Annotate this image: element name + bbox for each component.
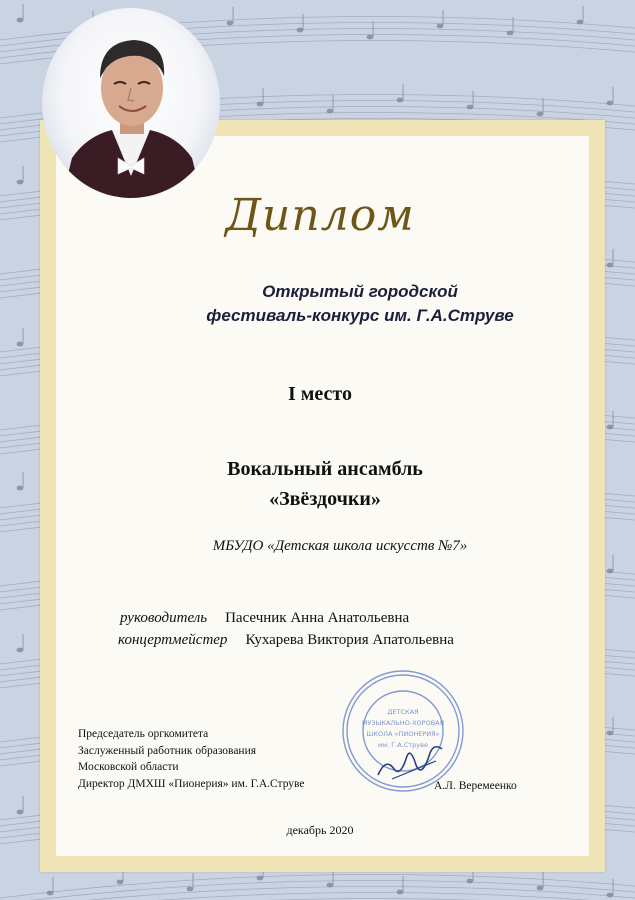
accompanist-role: концертмейстер [118, 632, 228, 648]
note-stem [23, 472, 24, 488]
chair-line-2: Заслуженный работник образования [78, 744, 257, 757]
music-note [607, 893, 614, 898]
music-note [397, 890, 404, 895]
music-note [607, 569, 614, 574]
music-note [607, 263, 614, 268]
note-stem [23, 166, 24, 182]
chair-line-1: Председатель оргкомитета [78, 728, 209, 740]
note-stem [613, 879, 614, 895]
music-note [397, 98, 404, 103]
music-note [257, 102, 264, 107]
music-note [257, 876, 264, 881]
stamp-line-4: им. Г.А.Струве [378, 741, 428, 749]
music-note [607, 101, 614, 106]
note-stem [333, 95, 334, 111]
festival-name [150, 280, 570, 328]
note-stem [583, 6, 584, 22]
stamp-line-1: ДЕТСКАЯ [387, 708, 419, 716]
note-stem [543, 872, 544, 888]
music-note [537, 112, 544, 117]
award-place: I место [288, 383, 352, 405]
music-note [17, 486, 24, 491]
school-name: МБУДО «Детская школа искусств №7» [212, 538, 468, 554]
note-stem [613, 555, 614, 571]
note-stem [53, 877, 54, 893]
ensemble-name [170, 454, 480, 514]
ensemble-line-1: Вокальный ансамбль [227, 458, 423, 480]
music-note [187, 887, 194, 892]
music-note [577, 20, 584, 25]
chair-line-3: Московской области [78, 761, 179, 773]
music-note [17, 18, 24, 23]
diploma-title: Диплом [225, 190, 415, 241]
note-stem [193, 873, 194, 889]
note-stem [373, 21, 374, 37]
music-note [227, 21, 234, 26]
chair-line-4: Директор ДМХШ «Пионерия» им. Г.А.Струве [78, 777, 305, 790]
participants-block [120, 607, 454, 651]
signature [372, 735, 452, 785]
portrait-image [42, 8, 220, 198]
music-note [467, 879, 474, 884]
festival-line-1: Открытый городской [262, 282, 458, 301]
music-note [47, 891, 54, 896]
note-stem [613, 717, 614, 733]
leader-name: Пасечник Анна Анатольевна [225, 610, 410, 626]
music-note [607, 425, 614, 430]
note-stem [403, 84, 404, 100]
committee-chair-block [78, 726, 305, 792]
note-stem [613, 249, 614, 265]
music-note [467, 105, 474, 110]
music-note [17, 810, 24, 815]
music-note [17, 180, 24, 185]
stamp-line-2: МУЗЫКАЛЬНО-ХОРОВАЯ [361, 719, 445, 727]
note-stem [613, 411, 614, 427]
note-stem [513, 17, 514, 33]
note-stem [613, 87, 614, 103]
note-stem [403, 876, 404, 892]
issue-date: декабрь 2020 [286, 823, 354, 837]
note-stem [443, 10, 444, 26]
music-note [537, 886, 544, 891]
music-note [327, 883, 334, 888]
note-stem [23, 4, 24, 20]
music-note [437, 24, 444, 29]
music-note [17, 342, 24, 347]
leader-role: руководитель [120, 610, 208, 626]
ensemble-line-2: «Звёздочки» [269, 488, 381, 510]
music-note [607, 731, 614, 736]
signer-name: А.Л. Веремеенко [434, 780, 517, 792]
leader-row [120, 607, 454, 629]
note-stem [23, 328, 24, 344]
stamp-line-3: ШКОЛА «ПИОНЕРИЯ» [366, 730, 440, 738]
music-note [327, 109, 334, 114]
note-stem [233, 7, 234, 23]
note-stem [303, 14, 304, 30]
festival-line-2: фестиваль-конкурс им. Г.А.Струве [206, 306, 514, 325]
accompanist-row [120, 629, 454, 651]
accompanist-name: Кухарева Виктория Апатольевна [245, 632, 454, 648]
note-stem [263, 88, 264, 104]
note-stem [23, 796, 24, 812]
portrait-medallion [42, 8, 220, 198]
music-note [297, 28, 304, 33]
music-note [117, 880, 124, 885]
music-note [17, 648, 24, 653]
note-stem [543, 98, 544, 114]
note-stem [23, 634, 24, 650]
music-note [367, 35, 374, 40]
music-note [507, 31, 514, 36]
note-stem [473, 91, 474, 107]
